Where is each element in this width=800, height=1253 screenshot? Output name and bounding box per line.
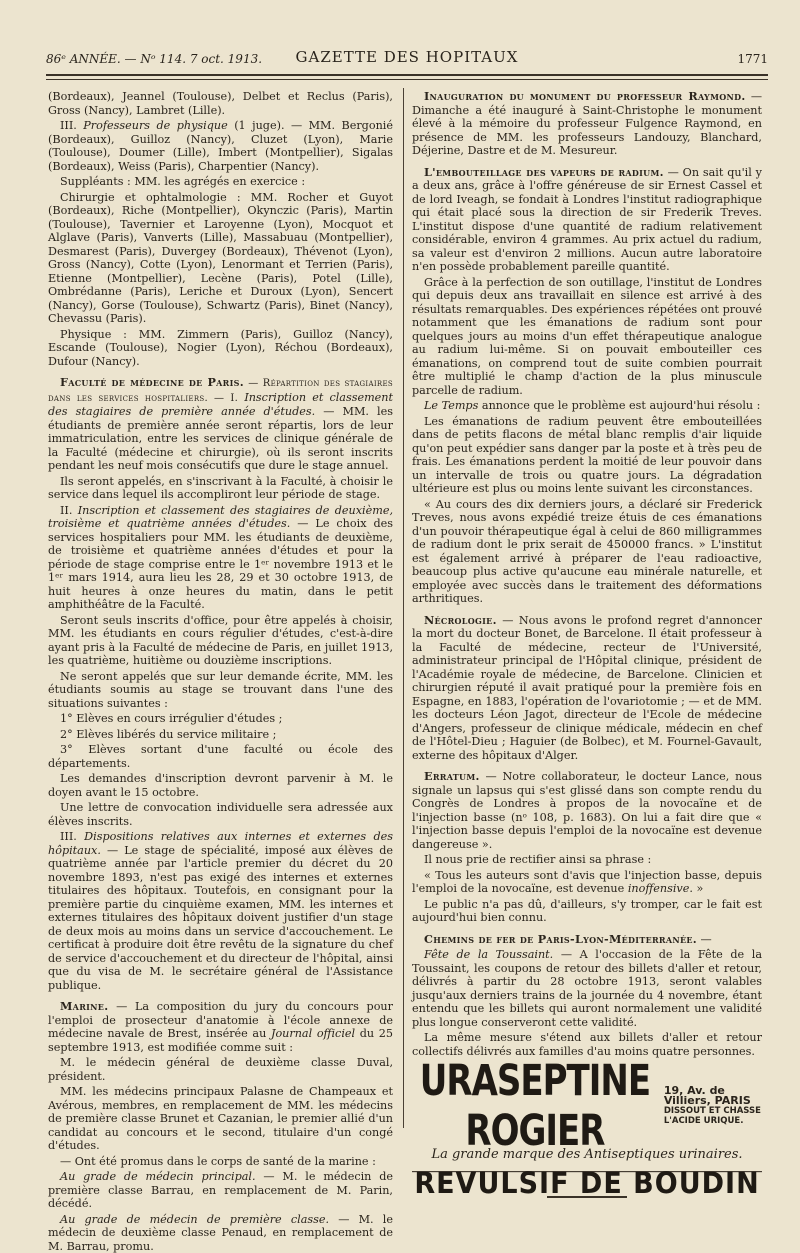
section-inauguration: Inauguration du monument du professeur Raymond. — Dimanche a été inauguré à Saint-Christophe le monument élevé à la mémoire du professeur Fulgence Raymond, en présence de MM. les professeurs Landouzy, Blanchard, Déjerine, Dastre et de M. Mesureur. [412,90,762,158]
paragraph: Au grade de médecin principal. — M. le médecin de première classe Barrau, en remplacement de M. Parin, décédé. [48,1170,393,1211]
paragraph: (Bordeaux), Jeannel (Toulouse), Delbet et Reclus (Paris), Gross (Nancy), Lambret (Lille). [48,90,393,117]
paragraph: Ne seront appelés que sur leur demande écrite, MM. les étudiants soumis au stage se trouvant dans l'une des situations suivantes : [48,670,393,711]
section-chemins-de-fer: Chemins de fer de Paris-Lyon-Méditerranée. — [412,933,762,947]
paragraph: Au grade de médecin de première classe. — M. le médecin de deuxième classe Penaud, en remplacement de M. Barrau, promu. [48,1213,393,1253]
list-item: 3° Elèves sortant d'une faculté ou école des départements. [48,743,393,770]
ad-claim: L'ACIDE URIQUE. [664,1116,762,1126]
paragraph: Suppléants : MM. les agrégés en exercice : [48,175,393,189]
page-header [46,48,768,70]
paragraph: MM. les médecins principaux Palasne de Champeaux et Avérous, membres, en remplacement de MM. les médecins de première classe Brunet et Cazanian, le premier allié d'un candidat au concours et le second, titulaire d'un congé d'études. [48,1085,393,1153]
advertisement-revulsif: REVULSIF DE BOUDIN [412,1171,762,1191]
section-marine: Marine. — La composition du jury du concours pour l'emploi de prosecteur d'anatomie à l'école annexe de médecine navale de Brest, insérée au Journal officiel du 25 septembre 1913, est modifiée comme suit : [48,1000,393,1054]
paragraph: Une lettre de convocation individuelle sera adressée aux élèves inscrits. [48,801,393,828]
header-rule-thin [46,79,768,80]
left-column [48,90,393,1130]
section-necrologie: Nécrologie. — Nous avons le profond regret d'annoncer la mort du docteur Bonet, de Barcelone. Il était professeur à la Faculté de médecine, recteur de l'Université, administrateur principal de l'Hôpital clinique, président de l'Académie royale de médecine, de Barcelone. Clinicien et chirurgien réputé il avait pratiqué pour la première fois en Espagne, en 1883, l'opération de l'ovariotomie ; — et de MM. les docteurs Léon Jagot, directeur de l'Ecole de médecine d'Angers, professeur de clinique médicale, médecin en chef de l'Hôtel-Dieu ; Haguier (de Bolbec), et M. Fournel-Gavault, externe des hôpitaux d'Alger. [412,614,762,763]
issue-info: 86ᵉ ANNÉE. — Nᵒ 114. 7 oct. 1913. [46,52,262,66]
paragraph: Fête de la Toussaint. — A l'occasion de la Fête de la Toussaint, les coupons de retour des billets d'aller et retour, délivrés à partir du 28 octobre 1913, seront valables jusqu'aux derniers trains de la journée du 4 novembre, étant entendu que les billets qui auront normalement une validité plus longue conserveront cette validité. [412,948,762,1029]
list-item: 2° Elèves libérés du service militaire ; [48,728,393,742]
section-erratum: Erratum. — Notre collaborateur, le docteur Lance, nous signale un lapsus qui s'est glissé dans son compte rendu du Congrès de Londres à propos de la novocaïne et de l'injection basse (nᵒ 108, p. 1683). On lui a fait dire que « l'injection basse depuis l'emploi de la novocaïne est devenue dangereuse ». [412,770,762,851]
advertisement-uraseptine [412,1066,762,1162]
paragraph: « Au cours des dix derniers jours, a déclaré sir Frederick Treves, nous avons expédié treize étuis de ces émanations d'un pouvoir thérapeutique égal à celui de 860 milligrammes de radium dont le prix serait de 450000 francs. » L'institut est également arrivé à préparer de l'eau radioactive, beaucoup plus active qu'aucune eau minérale naturelle, et employée avec succès dans le traitement des déformations arthritiques. [412,498,762,606]
right-column [412,90,762,1130]
paragraph: Il nous prie de rectifier ainsi sa phrase : [412,853,762,867]
paragraph: Les demandes d'inscription devront parvenir à M. le doyen avant le 15 octobre. [48,772,393,799]
paragraph: « Tous les auteurs sont d'avis que l'injection basse, depuis l'emploi de la novocaïne, est devenue inoffensive. » [412,869,762,896]
ad-brand: URASEPTINE ROGIER [412,1056,658,1156]
paragraph: Grâce à la perfection de son outillage, l'institut de Londres qui depuis deux ans travaillait en silence est arrivé à des résultats remarquables. Des expériences répétées ont prouvé notamment que les émanations de radium sont pour quelques jours au moins d'un effet thérapeutique analogue au radium lui-même. Si on pouvait embouteiller ces émanations, on comprend tout de suite combien pourrait être multiplié le champ d'action de la plus minuscule parcelle de radium. [412,276,762,398]
paragraph: Le Temps annonce que le problème est aujourd'hui résolu : [412,399,762,413]
ad-address: 19, Av. de Villiers, PARIS [664,1086,762,1106]
paragraph: Le public n'a pas dû, d'ailleurs, s'y tromper, car le fait est aujourd'hui bien connu. [412,898,762,925]
header-rule [46,74,768,76]
paragraph: La même mesure s'étend aux billets d'aller et retour collectifs délivrés aux familles d'au moins quatre personnes. [412,1031,762,1058]
journal-title: GAZETTE DES HOPITAUX [46,48,768,66]
paragraph: Les émanations de radium peuvent être embouteillées dans de petits flacons de métal blanc remplis d'air liquide qu'on peut expédier sans danger par la poste et à très peu de frais. Les émanations perdent la moitié de leur pouvoir dans un intervalle de trois ou quatre jours. La dégradation ultérieure est plus ou moins lente suivant les circonstances. [412,415,762,496]
ad-claim: DISSOUT ET CHASSE [664,1106,762,1116]
section-radium: L'embouteillage des vapeurs de radium. — On sait qu'il y a deux ans, grâce à l'offre généreuse de sir Ernest Cassel et de lord Iveagh, se fondait à Londres l'institut radiographique qui était placé sous la direction de sir Frederik Treves. L'institut dispose d'une quantité de radium relativement considérable, environ 4 grammes. Au prix actuel du radium, sa valeur est d'environ 2 millions. Aucun autre laboratoire n'en possède probablement pareille quantité. [412,166,762,274]
paragraph: Ils seront appelés, en s'inscrivant à la Faculté, à choisir le service dans lequel ils accompliront leur période de stage. [48,475,393,502]
ad-tagline: La grande marque des Antiseptiques urinaires. [412,1148,762,1162]
paragraph: — Ont été promus dans le corps de santé de la marine : [48,1155,393,1169]
paragraph: Seront seuls inscrits d'office, pour être appelés à choisir, MM. les étudiants en cours régulier d'études, c'est-à-dire ayant pris à la Faculté de médecine de Paris, en juillet 1913, les quatrième, huitième ou douzième inscriptions. [48,614,393,668]
paragraph: Physique : MM. Zimmern (Paris), Guilloz (Nancy), Escande (Toulouse), Nogier (Lyon), Réchou (Bordeaux), Dufour (Nancy). [48,328,393,369]
list-item: 1° Elèves en cours irrégulier d'études ; [48,712,393,726]
column-divider [403,88,404,1128]
paragraph: II. Inscription et classement des stagiaires de deuxième, troisième et quatrième années d'études. — Le choix des services hospitaliers pour MM. les étudiants de deuxième, de troisième et quatrième années d'études et pour la période de stage comprise entre le 1ᵉʳ novembre 1913 et le 1ᵉʳ mars 1914, aura lieu les 28, 29 et 30 octobre 1913, de huit heures à onze heures du matin, dans le petit amphithéâtre de la Faculté. [48,504,393,612]
paragraph: M. le médecin général de deuxième classe Duval, président. [48,1056,393,1083]
paragraph: III. Professeurs de physique (1 juge). — MM. Bergonié (Bordeaux), Guilloz (Nancy), Cluzet (Lyon), Marie (Toulouse), Doumer (Lille), Imbert (Montpellier), Sigalas (Bordeaux), Weiss (Paris), Charpentier (Nancy). [48,119,393,173]
page-number: 1771 [737,52,768,66]
section-paris: Faculté de médecine de Paris. — Répartition des stagiaires dans les services hospitaliers. — I. Inscription et classement des stagiaires de première année d'études. — MM. les étudiants de première année seront répartis, lors de leur immatriculation, entre les services de clinique générale de la Faculté (médecine et chirurgie), où ils seront inscrits pendant les neuf mois consécutifs que dure le stage annuel. [48,376,393,473]
paragraph: Chirurgie et ophtalmologie : MM. Rocher et Guyot (Bordeaux), Riche (Montpellier), Okynczic (Paris), Martin (Toulouse), Tavernier et Laroyenne (Lyon), Mocquot et Alglave (Paris), Vanverts (Lille), Massabuau (Montpellier), Desmarest (Paris), Duvergey (Bordeaux), Thévenot (Lyon), Gross (Nancy), Cotte (Lyon), Lenormant et Terrien (Paris), Etienne (Montpellier), Lecène (Paris), Potel (Lille), Ombrédanne (Paris), Leriche et Duroux (Lyon), Sencert (Nancy), Gorse (Toulouse), Schwartz (Paris), Binet (Nancy), Chevassu (Paris). [48,191,393,326]
paragraph: III. Dispositions relatives aux internes et externes des hôpitaux. — Le stage de spécialité, imposé aux élèves de quatrième année par l'article premier du décret du 20 novembre 1893, n'est pas exigé des internes et externes titulaires des hôpitaux. Toutefois, en consignant pour la première partie du cinquième examen, MM. les internes et externes titulaires des hôpitaux doivent justifier d'un stage de deux mois au moins dans un service d'accouchement. Le certificat à produire doit être revêtu de la signature du chef de service d'accouchement et du directeur de l'hôpital, ainsi que du visa de M. le secrétaire général de l'Assistance publique. [48,830,393,992]
